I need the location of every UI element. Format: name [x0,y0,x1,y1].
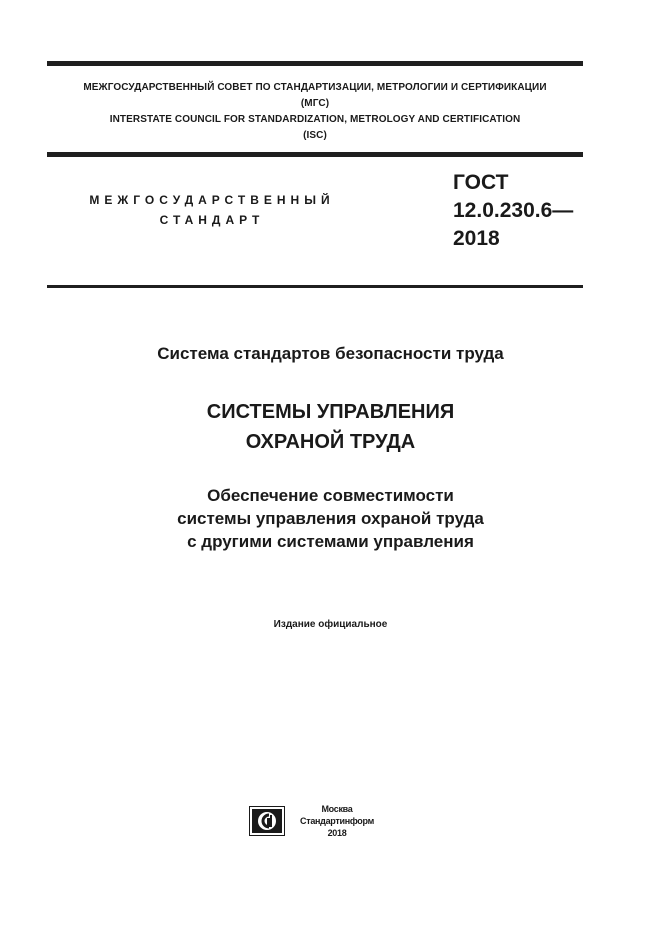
edition-note: Издание официальное [273,619,388,630]
standard-kind-line2: СТАНДАРТ [159,213,265,227]
document-subtitle [0,484,661,553]
council-name-ru: МЕЖГОСУДАРСТВЕННЫЙ СОВЕТ ПО СТАНДАРТИЗАЦИИ, МЕТРОЛОГИИ И СЕРТИФИКАЦИИ [83,82,547,93]
designation-year: 2018 [453,227,500,250]
standard-kind-line1: МЕЖГОСУДАРСТВЕННЫЙ [89,193,335,207]
designation-rule [47,285,583,288]
designation-prefix: ГОСТ [453,171,509,194]
publisher-name: Стандартинформ [300,816,374,826]
subtitle-line2: системы управления охраной труда [177,509,484,528]
council-abbr-en: (ISC) [303,130,327,141]
header-top-rule [47,61,583,66]
document-title [0,397,661,457]
publisher-city: Москва [321,804,353,814]
subtitle-line1: Обеспечение совместимости [207,486,454,505]
subtitle-line3: с другими системами управления [187,532,474,551]
council-block [47,80,583,144]
document-title-line1: СИСТЕМЫ УПРАВЛЕНИЯ [206,401,455,423]
publisher-block [292,803,382,839]
standard-designation [453,169,573,253]
council-abbr-ru: (МГС) [300,98,330,109]
header-bottom-rule [47,152,583,157]
series-title: Система стандартов безопасности труда [157,344,504,363]
designation-number: 12.0.230.6— [453,199,574,222]
standard-kind [47,190,377,230]
council-name-en: INTERSTATE COUNCIL FOR STANDARDIZATION, METROLOGY AND CERTIFICATION [109,114,521,125]
publisher-year: 2018 [327,828,347,838]
standartinform-logo-icon [249,806,285,836]
document-title-line2: ОХРАНОЙ ТРУДА [245,431,416,453]
